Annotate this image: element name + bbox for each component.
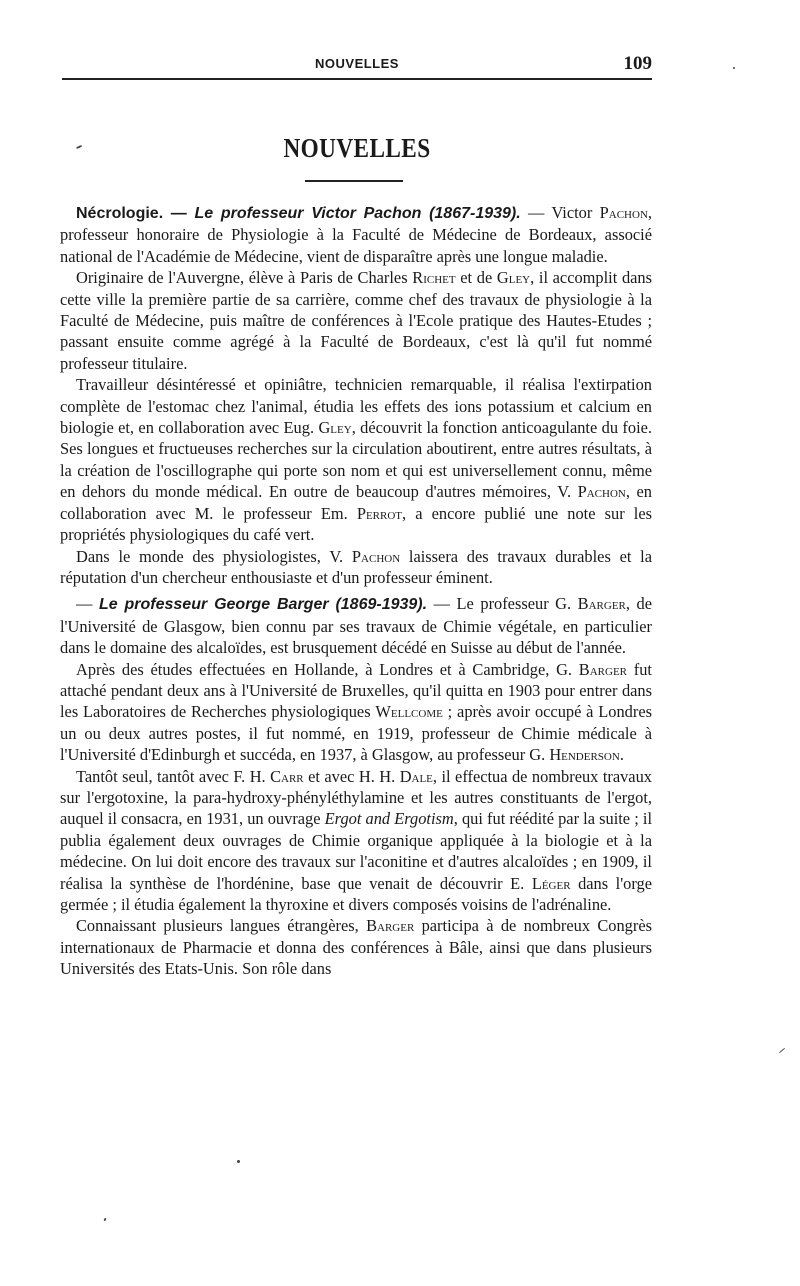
- text-run: .: [619, 745, 624, 765]
- text-run: Travailleur désintéressé et opiniâtre, technicien remarquable, il réalisa l'extirpation complète de l'estomac chez l'animal, étudia les effets des ions potassium et calcium en biologie et, en collaboration avec Eug.: [60, 375, 652, 438]
- text-run: laissera des travaux durables et la réputation d'un chercheur enthousiaste et d'un professeur éminent.: [60, 546, 653, 587]
- text-run: dans l'orge germée ; il étudia également la thyroxine et divers composés voisins de l'adrénaline.: [60, 873, 653, 914]
- text-run: Tantôt seul, tantôt avec F. H.: [76, 766, 271, 786]
- text-run: , qui fut réédité par la suite ; il publia également deux ouvrages de Chimie organique appliquée à la biologie et à la médecine. On lui doit encore des travaux sur l'aconitine et d'autres alcaloïdes ; en 1909, il réalisa la synthèse de l'hordénine, base que venait de découvrir E.: [60, 809, 652, 893]
- scan-speck: [237, 1160, 240, 1163]
- text-run: , a encore publié une note sur les propriétés physiologiques du café vert.: [60, 503, 652, 545]
- text-run: , découvrit la fonction anticoagulante du foie. Ses longues et fructueuses recherches sur la circulation aboutirent, entre autres résultats, à la création de l'oscillographe qui porte son nom et qui est universellement connu, même en dehors du monde médical. En outre de beaucoup d'autres mémoires, V.: [60, 418, 652, 502]
- page-number: 109: [623, 53, 652, 74]
- person-name: Léger: [531, 873, 571, 893]
- section-lead-necrologie: Nécrologie. —: [76, 205, 195, 222]
- scan-speck: [103, 1218, 106, 1222]
- person-name: Richet: [412, 268, 456, 288]
- article-body: [60, 202, 652, 980]
- text-run: fut attaché pendant deux ans à l'Université de Bruxelles, qu'il quitta en 1903 pour entrer dans les Laboratoires de Recherches physiologiques: [60, 659, 652, 722]
- person-name: Barger: [578, 659, 628, 679]
- text-run: Originaire de l'Auvergne, élève à Paris de Charles: [76, 268, 413, 288]
- running-head: [62, 53, 652, 80]
- text-run: Connaissant plusieurs langues étrangères,: [76, 916, 367, 936]
- title-rule: [305, 180, 403, 182]
- text-run: , il accomplit dans cette ville la première partie de sa carrière, comme chef des travaux de physiologie à la Faculté de Médecine, puis maître de conférences à l'Ecole pratique des Hautes-Etudes ; passant ensuite comme agrégé à la Faculté de Bordeaux, c'est là qu'il fut nommé professeur titulaire.: [60, 268, 652, 373]
- headline-barger: Le professeur George Barger (1869-1939).: [98, 596, 428, 614]
- person-name: Pachon: [599, 203, 648, 222]
- person-name: Dale: [399, 766, 433, 786]
- person-name: Barger: [577, 594, 626, 614]
- headline-pachon: Le professeur Victor Pachon (1867-1939).: [194, 205, 521, 222]
- text-run: — Victor: [520, 203, 600, 222]
- text-run: Après des études effectuées en Hollande, à Londres et à Cambridge, G.: [76, 659, 579, 679]
- text-run: —: [76, 594, 99, 614]
- paragraph-pachon-3: [60, 374, 652, 545]
- institution-name: Wellcome: [375, 702, 443, 722]
- paragraph-pachon-1: [60, 202, 652, 267]
- text-run: Dans le monde des physiologistes, V.: [76, 546, 352, 566]
- scan-speck: [779, 1048, 786, 1054]
- scan-speck: [76, 145, 82, 149]
- person-name: Perrot: [356, 503, 403, 523]
- paragraph-pachon-4: [60, 546, 652, 589]
- text-run: et avec H. H.: [303, 766, 400, 786]
- text-run: , il effectua de nombreux travaux sur l'ergotoxine, la para-hydroxy-phényléthylamine et les autres constituants de l'ergot, auquel il consacra, en 1931, un ouvrage: [60, 766, 652, 829]
- person-name: Barger: [366, 916, 415, 936]
- person-name: Carr: [270, 766, 304, 786]
- person-name: Pachon: [577, 482, 626, 502]
- running-title: NOUVELLES: [315, 56, 399, 71]
- paragraph-barger-1: [60, 593, 652, 658]
- person-name: Gley: [496, 268, 531, 288]
- text-run: ; après avoir occupé à Londres un ou deux autres postes, il fut nommé, en 1919, professeur de Chimie médicale à l'Université d'Edinburgh et succéda, en 1937, à Glasgow, au professeur G.: [60, 702, 652, 765]
- paragraph-pachon-2: [60, 267, 652, 374]
- paragraph-barger-3: [60, 766, 652, 916]
- text-run: — Le professeur G.: [427, 594, 578, 614]
- section-title: NOUVELLES: [283, 133, 431, 163]
- person-name: Henderson: [549, 745, 620, 765]
- text-run: , professeur honoraire de Physiologie à la Faculté de Médecine de Bordeaux, associé national de l'Académie de Médecine, vient de disparaître après une longue maladie.: [60, 203, 652, 266]
- book-title: Ergot and Ergotism: [324, 809, 454, 829]
- text-run: , en collaboration avec M. le professeur Em.: [60, 482, 652, 523]
- text-run: participa à de nombreux Congrès internationaux de Pharmacie et donna des conférences à Bâle, ainsi que dans plusieurs Universités des Etats-Unis. Son rôle dans: [60, 916, 652, 979]
- paragraph-barger-2: [60, 659, 652, 766]
- text-run: , de l'Université de Glasgow, bien connu par ses travaux de Chimie végétale, en particulier dans le domaine des alcaloïdes, est brusquement décédé en Suisse au début de l'année.: [60, 594, 652, 658]
- text-run: et de: [455, 268, 497, 288]
- scan-speck: [733, 67, 735, 69]
- person-name: Gley: [318, 418, 352, 438]
- person-name: Pachon: [351, 546, 401, 566]
- paragraph-barger-4: [60, 915, 652, 979]
